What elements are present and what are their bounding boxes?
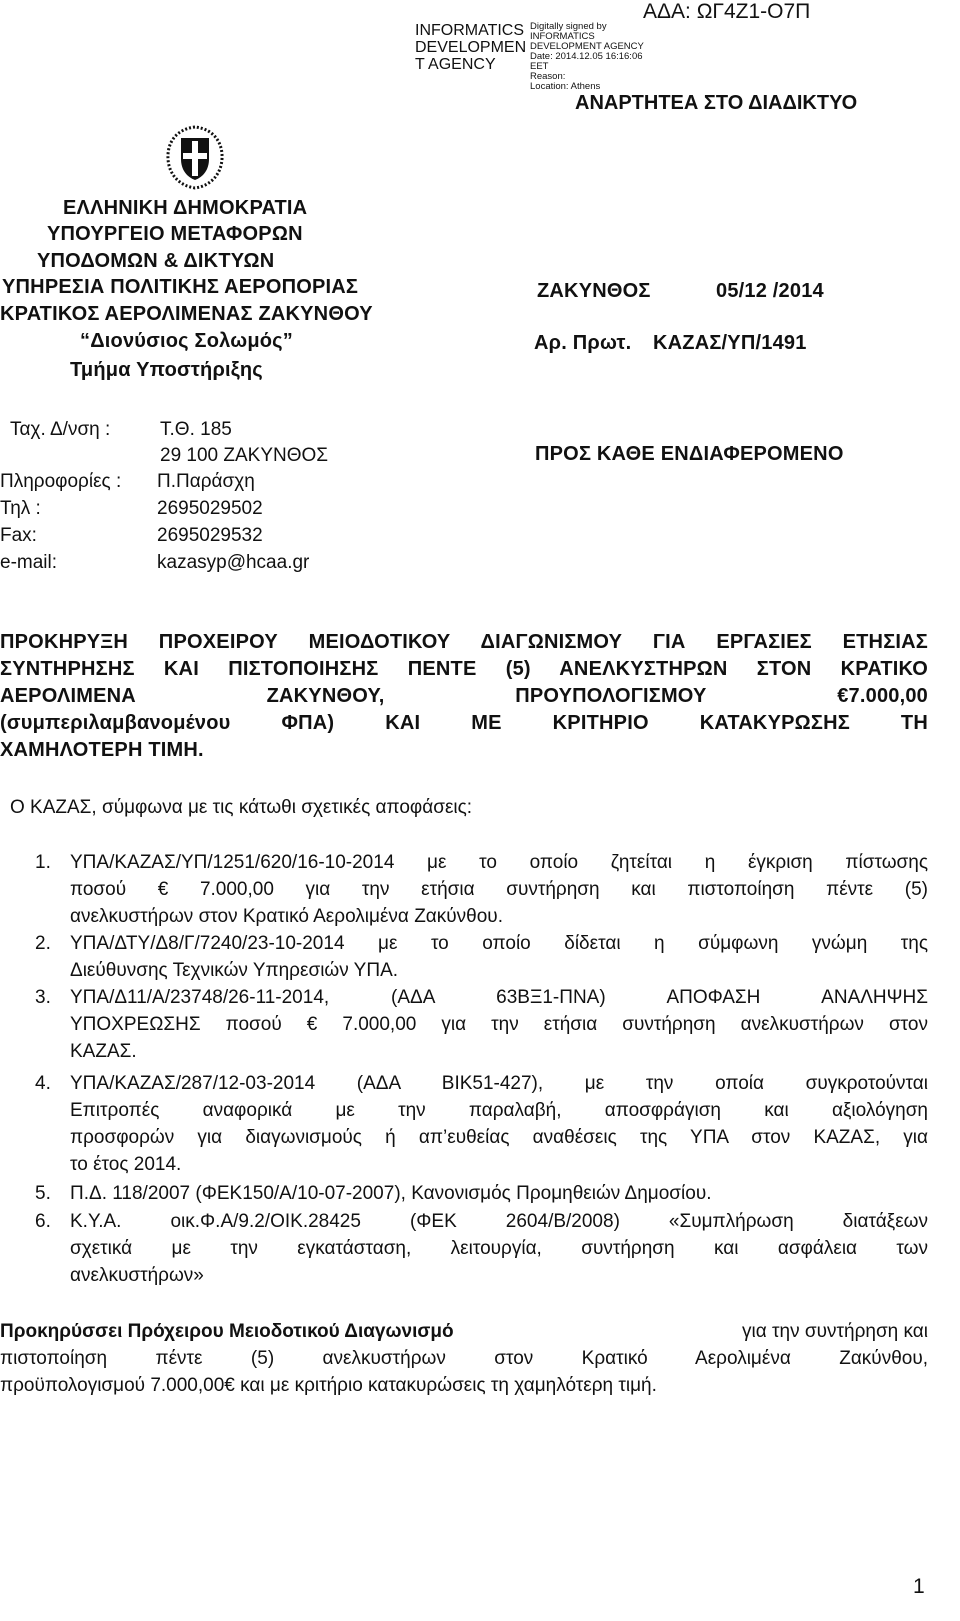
signature-org	[415, 22, 526, 73]
closing-line: προϋπολογισμού 7.000,00€ και με κριτήριο κατακυρώσεις τη χαμηλότερη τιμή.	[0, 1375, 657, 1396]
ada-code: ΑΔΑ: ΩΓ4Ζ1-Ο7Π	[643, 0, 811, 23]
info-label: Πληροφορίες :	[0, 471, 122, 492]
decision-number: 3.	[35, 987, 51, 1008]
sender-line: ΥΠΟΥΡΓΕΙΟ ΜΕΤΑΦΟΡΩΝ	[47, 223, 303, 245]
subject-line: (συμπεριλαμβανομένου ΦΠΑ) ΚΑΙ ΜΕ ΚΡΙΤΗΡΙΟ ΚΑΤΑΚΥΡΩΣΗΣ ΤΗ	[0, 712, 928, 734]
tel-label: Τηλ :	[0, 498, 41, 519]
subject-line: ΠΡΟΚΗΡΥΞΗ ΠΡΟΧΕΙΡΟΥ ΜΕΙΟΔΟΤΙΚΟΥ ΔΙΑΓΩΝΙΣΜΟΥ ΓΙΑ ΕΡΓΑΣΙΕΣ ΕΤΗΣΙΑΣ	[0, 631, 928, 653]
decision-line: ΥΠΑ/ΚΑΖΑΣ/287/12-03-2014 (ΑΔΑ ΒΙΚ51-427), με την οποία συγκροτούνται	[70, 1073, 928, 1094]
signature-meta-line: Digitally signed by	[530, 21, 607, 32]
closing-line	[0, 1320, 928, 1344]
decision-number: 4.	[35, 1073, 51, 1094]
subject-line: ΧΑΜΗΛΟΤΕΡΗ ΤΙΜΗ.	[0, 739, 204, 761]
subject-line: ΣΥΝΤΗΡΗΣΗΣ ΚΑΙ ΠΙΣΤΟΠΟΙΗΣΗΣ ΠΕΝΤΕ (5) ΑΝΕΛΚΥΣΤΗΡΩΝ ΣΤΟΝ ΚΡΑΤΙΚΟ	[0, 658, 928, 680]
intro-text: Ο ΚΑΖΑΣ, σύμφωνα με τις κάτωθι σχετικές αποφάσεις:	[10, 797, 473, 818]
sender-line: ΕΛΛΗΝΙΚΗ ΔΗΜΟΚΡΑΤΙΑ	[63, 197, 308, 219]
decision-line: σχετικά με την εγκατάσταση, λειτουργία, συντήρηση και ασφάλεια των	[70, 1238, 928, 1259]
decision-line: ΚΑΖΑΣ.	[70, 1041, 137, 1062]
decision-number: 6.	[35, 1211, 51, 1232]
decision-number: 5.	[35, 1183, 51, 1204]
closing-rest-text: για την συντήρηση και	[742, 1321, 928, 1342]
decision-line: ανελκυστήρων»	[70, 1265, 204, 1286]
protocol-label: Αρ. Πρωτ.	[534, 332, 632, 354]
decision-number: 1.	[35, 852, 51, 873]
decision-line: ΥΠΑ/ΔΤΥ/Δ8/Γ/7240/23-10-2014 με το οποίο δίδεται η σύμφωνη γνώμη της	[70, 933, 928, 954]
decision-number: 2.	[35, 933, 51, 954]
address-label: Ταχ. Δ/νση :	[10, 419, 111, 440]
city-value: 29 100 ΖΑΚΥΝΘΟΣ	[160, 445, 329, 466]
decision-line: το έτος 2014.	[70, 1154, 182, 1175]
sender-line: ΥΠΗΡΕΣΙΑ ΠΟΛΙΤΙΚΗΣ ΑΕΡΟΠΟΡΙΑΣ	[2, 276, 359, 298]
fax-value: 2695029532	[157, 525, 263, 546]
signature-meta-line: EET	[530, 61, 549, 72]
publish-note: ΑΝΑΡΤΗΤΕΑ ΣΤΟ ΔΙΑΔΙΚΤΥΟ	[575, 92, 858, 114]
info-value: Π.Παράσχη	[157, 471, 255, 492]
email-value: kazasyp@hcaa.gr	[157, 552, 310, 573]
tel-value: 2695029502	[157, 498, 263, 519]
decision-line: ποσού € 7.000,00 για την ετήσια συντήρηση και πιστοποίηση πέντε (5)	[70, 879, 928, 900]
coat-of-arms-emblem	[162, 123, 228, 191]
signature-org-line: T AGENCY	[415, 56, 496, 73]
sender-line: Τμήμα Υποστήριξης	[70, 359, 263, 381]
place: ΖΑΚΥΝΘΟΣ	[537, 280, 651, 302]
decision-line: Διεύθυνσης Τεχνικών Υπηρεσιών ΥΠΑ.	[70, 960, 399, 981]
decision-line: Κ.Υ.Α. οικ.Φ.Α/9.2/ΟΙΚ.28425 (ΦΕΚ 2604/Β/2008) «Συμπλήρωση διατάξεων	[70, 1211, 928, 1232]
page-number: 1	[913, 1575, 925, 1598]
signature-meta-line: DEVELOPMENT AGENCY	[530, 41, 644, 52]
sender-line: “Διονύσιος Σολωμός”	[80, 330, 293, 352]
closing-line: πιστοποίηση πέντε (5) ανελκυστήρων στον Κρατικό Αερολιμένα Ζακύνθου,	[0, 1348, 928, 1369]
signature-meta	[530, 22, 644, 92]
signature-org-line: INFORMATICS	[415, 22, 525, 39]
decision-line: ΥΠΑ/ΚΑΖΑΣ/ΥΠ/1251/620/16-10-2014 με το οποίο ζητείται η έγκριση πίστωσης	[70, 852, 928, 873]
decision-line: Επιτροπές αναφορικά με την παραλαβή, αποσφράγιση και αξιολόγηση	[70, 1100, 928, 1121]
sender-line: ΥΠΟΔΟΜΩΝ & ΔΙΚΤΥΩΝ	[37, 250, 275, 272]
signature-meta-line: Reason:	[530, 71, 566, 82]
signature-meta-line: Date: 2014.12.05 16:16:06	[530, 51, 643, 62]
decision-line: Π.Δ. 118/2007 (ΦΕΚ150/Α/10-07-2007), Κανονισμός Προμηθειών Δημοσίου.	[70, 1183, 712, 1204]
decision-line: ΥΠΟΧΡΕΩΣΗΣ ποσού € 7.000,00 για την ετήσια συντήρηση ανελκυστήρων στον	[70, 1014, 928, 1035]
email-label: e-mail:	[0, 552, 58, 573]
document-date: 05/12 /2014	[716, 280, 824, 302]
decision-line: ανελκυστήρων στον Κρατικό Αερολιμένα Ζακύνθου.	[70, 906, 503, 927]
protocol-number: ΚΑΖΑΣ/ΥΠ/1491	[653, 332, 807, 354]
fax-label: Fax:	[0, 525, 37, 546]
subject-line: ΑΕΡΟΛΙΜΕΝΑ ΖΑΚΥΝΘΟΥ, ΠΡΟΥΠΟΛΟΓΙΣΜΟΥ €7.000,00	[0, 685, 928, 707]
sender-line: ΚΡΑΤΙΚΟΣ ΑΕΡΟΛΙΜΕΝΑΣ ΖΑΚΥΝΘΟΥ	[0, 303, 373, 325]
recipient: ΠΡΟΣ ΚΑΘΕ ΕΝΔΙΑΦΕΡΟΜΕΝΟ	[535, 443, 844, 465]
closing-bold-text: Προκηρύσσει Πρόχειρου Μειοδοτικού Διαγωνισμό	[0, 1321, 454, 1342]
decision-line: προσφορών για διαγωνισμούς ή απ’ευθείας αναθέσεις της ΥΠΑ στον ΚΑΖΑΣ, για	[70, 1127, 928, 1148]
address-value: Τ.Θ. 185	[160, 419, 232, 440]
signature-org-line: DEVELOPMEN	[415, 39, 527, 56]
signature-meta-line: Location: Athens	[530, 81, 601, 92]
decision-line: ΥΠΑ/Δ11/Α/23748/26-11-2014, (ΑΔΑ 63ΒΞ1-ΠΝΑ) ΑΠΟΦΑΣΗ ΑΝΑΛΗΨΗΣ	[70, 987, 928, 1008]
signature-meta-line: INFORMATICS	[530, 31, 595, 42]
